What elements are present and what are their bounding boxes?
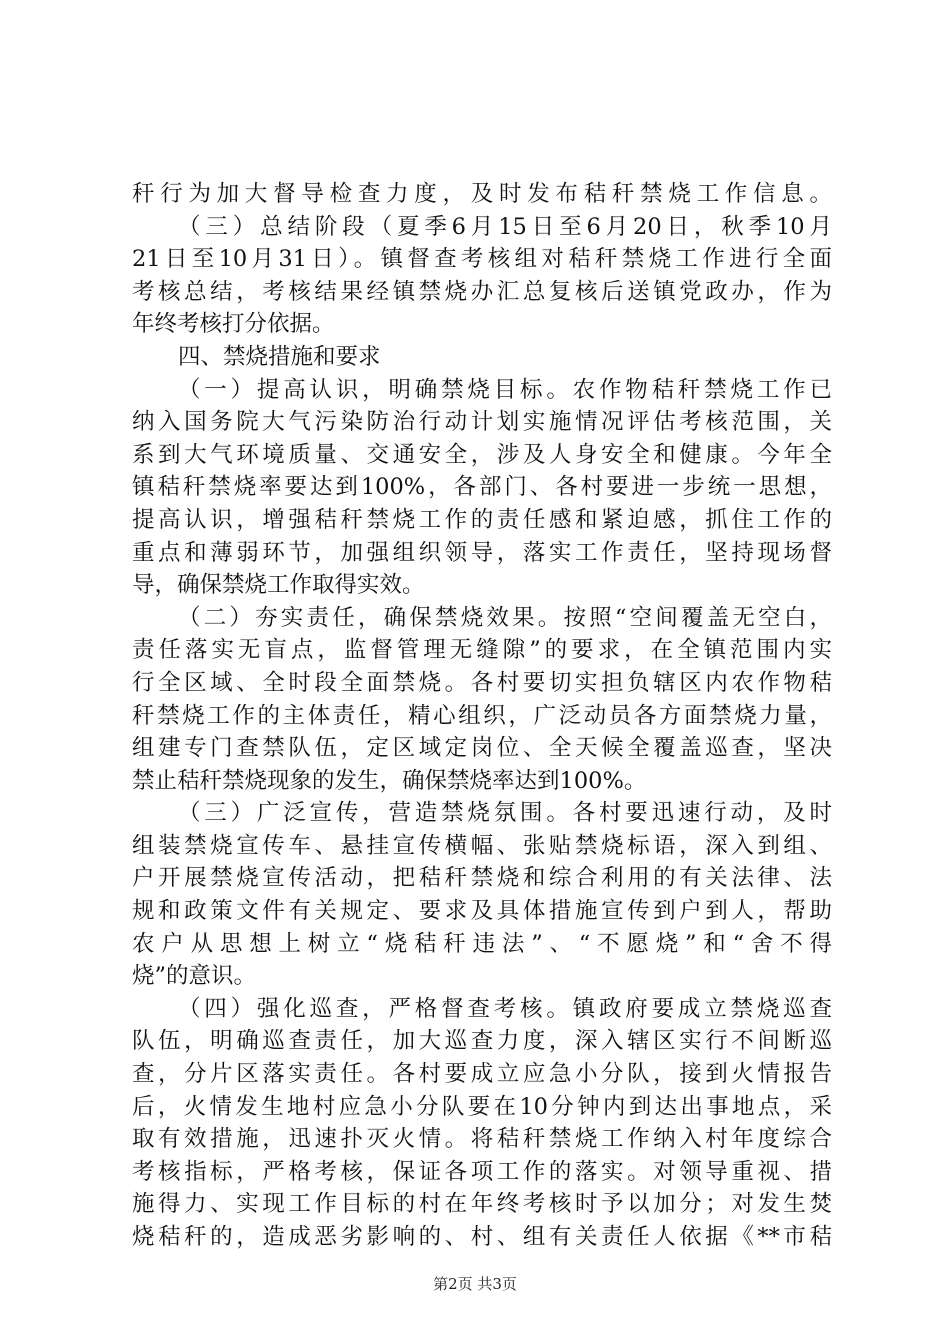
text-line: （三）总结阶段（夏季6月15日至6月20日，秋季10月	[178, 213, 832, 240]
text-line: 施得力、实现工作目标的村在年终考核时予以加分；对发生焚	[132, 1191, 832, 1218]
text-line: 组装禁烧宣传车、悬挂宣传横幅、张贴禁烧标语，深入到组、	[132, 832, 832, 859]
text-line: 导，确保禁烧工作取得实效。	[132, 572, 425, 599]
text-line: （二）夯实责任，确保禁烧效果。按照“空间覆盖无空白，	[178, 604, 832, 631]
text-line: 21日至10月31日）。镇督查考核组对秸秆禁烧工作进行全面	[132, 246, 832, 273]
text-line: 秆行为加大督导检查力度，及时发布秸秆禁烧工作信息。	[132, 181, 832, 207]
text-line: （四）强化巡查，严格督查考核。镇政府要成立禁烧巡查	[178, 995, 832, 1022]
text-line: 提高认识，增强秸秆禁烧工作的责任感和紧迫感，抓住工作的	[132, 506, 832, 533]
text-line: 规和政策文件有关规定、要求及具体措施宣传到户到人，帮助	[132, 898, 832, 925]
text-line: 责任落实无盲点，监督管理无缝隙”的要求，在全镇范围内实	[132, 637, 832, 664]
text-line: 户开展禁烧宣传活动，把秸秆禁烧和综合利用的有关法律、法	[132, 865, 832, 892]
text-line: 烧秸秆的，造成恶劣影响的、村、组有关责任人依据《**市秸	[132, 1224, 832, 1250]
text-line: 重点和薄弱环节，加强组织领导，落实工作责任，坚持现场督	[132, 539, 832, 566]
text-line: 后，火情发生地村应急小分队要在10分钟内到达出事地点，采	[132, 1093, 832, 1120]
text-line: 禁止秸秆禁烧现象的发生，确保禁烧率达到100%。	[132, 767, 647, 794]
body-text	[132, 178, 832, 1254]
text-line: 年终考核打分依据。	[132, 311, 335, 338]
text-line: 考核指标，严格考核，保证各项工作的落实。对领导重视、措	[132, 1158, 832, 1185]
text-line: 秆禁烧工作的主体责任，精心组织，广泛动员各方面禁烧力量，	[132, 702, 832, 729]
text-line: 系到大气环境质量、交通安全，涉及人身安全和健康。今年全	[132, 441, 832, 468]
text-line: （一）提高认识，明确禁烧目标。农作物秸秆禁烧工作已	[178, 376, 832, 403]
text-line: 考核总结，考核结果经镇禁烧办汇总复核后送镇党政办，作为	[132, 278, 832, 305]
text-line: 查，分片区落实责任。各村要成立应急小分队，接到火情报告	[132, 1061, 832, 1088]
text-line: 行全区域、全时段全面禁烧。各村要切实担负辖区内农作物秸	[132, 669, 832, 696]
text-line: 取有效措施，迅速扑灭火情。将秸秆禁烧工作纳入村年度综合	[132, 1126, 832, 1153]
text-line: 烧”的意识。	[132, 963, 257, 990]
text-line: 农户从思想上树立“烧秸秆违法”、“不愿烧”和“舍不得	[132, 930, 832, 957]
page-footer: 第2页 共3页	[433, 1275, 517, 1293]
text-line: 队伍，明确巡查责任，加大巡查力度，深入辖区实行不间断巡	[132, 1028, 832, 1055]
text-line: 镇秸秆禁烧率要达到100%，各部门、各村要进一步统一思想，	[132, 474, 832, 501]
text-line: 组建专门查禁队伍，定区域定岗位、全天候全覆盖巡查，坚决	[132, 735, 832, 762]
text-line: （三）广泛宣传，营造禁烧氛围。各村要迅速行动，及时	[178, 800, 832, 827]
section-heading: 四、禁烧措施和要求	[178, 343, 381, 370]
text-line: 纳入国务院大气污染防治行动计划实施情况评估考核范围，关	[132, 409, 832, 436]
